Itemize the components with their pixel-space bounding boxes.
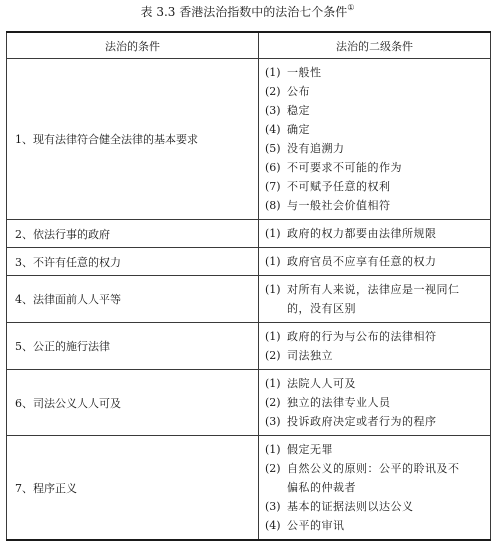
sub-condition-text bbox=[287, 497, 490, 516]
sub-condition-item bbox=[265, 139, 490, 158]
sub-condition-text-line: 对所有人来说，法律应是一视同仁 bbox=[287, 283, 460, 296]
sub-condition-text-line: 独立的法律专业人员 bbox=[287, 396, 391, 409]
condition-cell: 7、程序正义 bbox=[7, 436, 259, 541]
sub-condition-text bbox=[287, 139, 490, 158]
condition-cell: 6、司法公义人人可及 bbox=[7, 370, 259, 436]
sub-condition-text bbox=[287, 374, 490, 393]
sub-condition-item bbox=[265, 280, 490, 318]
sub-condition-item bbox=[265, 196, 490, 215]
table-row bbox=[7, 59, 491, 220]
table-row bbox=[7, 370, 491, 436]
table-header-row bbox=[7, 32, 491, 59]
sub-condition-number: (5) bbox=[265, 142, 281, 155]
sub-condition-item bbox=[265, 82, 490, 101]
sub-condition-number: (1) bbox=[265, 283, 281, 296]
sub-condition-text bbox=[287, 177, 490, 196]
sub-condition-item bbox=[265, 412, 490, 431]
sub-condition-text-line: 偏私的仲裁者 bbox=[287, 481, 356, 494]
sub-condition-text-line: 政府的权力都要由法律所规限 bbox=[287, 227, 437, 240]
sub-condition-text bbox=[287, 120, 490, 139]
sub-condition-text-line: 与一般社会价值相符 bbox=[287, 199, 391, 212]
sub-condition-item bbox=[265, 327, 490, 346]
sub-condition-text-line: 确定 bbox=[287, 123, 310, 136]
sub-condition-number: (2) bbox=[265, 396, 281, 409]
sub-condition-text bbox=[287, 327, 490, 346]
sub-condition-text-line: 公平的审讯 bbox=[287, 519, 345, 532]
caption-text: 表 3.3 香港法治指数中的法治七个条件 bbox=[140, 5, 348, 19]
sub-condition-text-line: 稳定 bbox=[287, 104, 310, 117]
sub-condition-text-line: 一般性 bbox=[287, 66, 322, 79]
sub-condition-text bbox=[287, 412, 490, 431]
sub-condition-number: (1) bbox=[265, 443, 281, 456]
sub-condition-text-line: 法院人人可及 bbox=[287, 377, 356, 390]
sub-condition-text-line: 自然公义的原则：公平的聆讯及不 bbox=[287, 462, 460, 475]
sub-condition-text-line: 不可要求不可能的作为 bbox=[287, 161, 402, 174]
sub-condition-cell bbox=[259, 220, 491, 248]
sub-condition-item bbox=[265, 393, 490, 412]
table-caption bbox=[0, 4, 495, 20]
sub-condition-text-line: 政府的行为与公布的法律相符 bbox=[287, 330, 437, 343]
sub-condition-text bbox=[287, 516, 490, 535]
sub-condition-number: (7) bbox=[265, 180, 281, 193]
sub-condition-item bbox=[265, 158, 490, 177]
sub-condition-text bbox=[287, 280, 490, 318]
condition-cell: 1、现有法律符合健全法律的基本要求 bbox=[7, 59, 259, 220]
sub-condition-cell bbox=[259, 436, 491, 541]
rule-of-law-table bbox=[6, 31, 491, 541]
sub-condition-text bbox=[287, 63, 490, 82]
sub-condition-number: (8) bbox=[265, 199, 281, 212]
sub-condition-text-line: 投诉政府决定或者行为的程序 bbox=[287, 415, 437, 428]
condition-cell: 4、法律面前人人平等 bbox=[7, 276, 259, 323]
sub-condition-item bbox=[265, 252, 490, 271]
sub-condition-item bbox=[265, 177, 490, 196]
table-row bbox=[7, 276, 491, 323]
sub-condition-item bbox=[265, 497, 490, 516]
sub-condition-number: (2) bbox=[265, 462, 281, 475]
sub-condition-text-line: 公布 bbox=[287, 85, 310, 98]
sub-condition-text bbox=[287, 101, 490, 120]
sub-condition-cell bbox=[259, 370, 491, 436]
sub-condition-number: (2) bbox=[265, 85, 281, 98]
sub-condition-cell bbox=[259, 276, 491, 323]
sub-condition-item bbox=[265, 374, 490, 393]
footnote-mark: ① bbox=[347, 3, 355, 12]
sub-condition-cell bbox=[259, 248, 491, 276]
sub-condition-text bbox=[287, 196, 490, 215]
sub-condition-text bbox=[287, 252, 490, 271]
sub-condition-item bbox=[265, 120, 490, 139]
sub-condition-number: (1) bbox=[265, 66, 281, 79]
sub-condition-number: (2) bbox=[265, 349, 281, 362]
sub-condition-cell bbox=[259, 323, 491, 370]
sub-condition-item bbox=[265, 516, 490, 535]
sub-condition-cell bbox=[259, 59, 491, 220]
table-row bbox=[7, 323, 491, 370]
condition-cell: 5、公正的施行法律 bbox=[7, 323, 259, 370]
sub-condition-item bbox=[265, 346, 490, 365]
sub-condition-text bbox=[287, 440, 490, 459]
sub-condition-text-line: 的，没有区别 bbox=[287, 302, 356, 315]
condition-cell: 3、不许有任意的权力 bbox=[7, 248, 259, 276]
header-sub-condition: 法治的二级条件 bbox=[259, 32, 491, 59]
sub-condition-item bbox=[265, 101, 490, 120]
sub-condition-item bbox=[265, 224, 490, 243]
sub-condition-number: (1) bbox=[265, 330, 281, 343]
sub-condition-text-line: 假定无罪 bbox=[287, 443, 333, 456]
header-condition: 法治的条件 bbox=[7, 32, 259, 59]
sub-condition-number: (4) bbox=[265, 123, 281, 136]
table-body bbox=[7, 59, 491, 541]
sub-condition-number: (1) bbox=[265, 227, 281, 240]
condition-cell: 2、依法行事的政府 bbox=[7, 220, 259, 248]
table-row bbox=[7, 436, 491, 541]
sub-condition-text bbox=[287, 224, 490, 243]
sub-condition-number: (1) bbox=[265, 377, 281, 390]
sub-condition-item bbox=[265, 63, 490, 82]
sub-condition-number: (3) bbox=[265, 500, 281, 513]
sub-condition-item bbox=[265, 459, 490, 497]
sub-condition-text bbox=[287, 459, 490, 497]
sub-condition-text bbox=[287, 346, 490, 365]
sub-condition-number: (6) bbox=[265, 161, 281, 174]
sub-condition-text-line: 没有追溯力 bbox=[287, 142, 345, 155]
sub-condition-text-line: 政府官员不应享有任意的权力 bbox=[287, 255, 437, 268]
sub-condition-number: (1) bbox=[265, 255, 281, 268]
sub-condition-text bbox=[287, 393, 490, 412]
sub-condition-text-line: 基本的证据法则以达公义 bbox=[287, 500, 414, 513]
table-row bbox=[7, 248, 491, 276]
table-row bbox=[7, 220, 491, 248]
sub-condition-text bbox=[287, 82, 490, 101]
sub-condition-number: (3) bbox=[265, 415, 281, 428]
sub-condition-text-line: 司法独立 bbox=[287, 349, 333, 362]
sub-condition-text-line: 不可赋予任意的权利 bbox=[287, 180, 391, 193]
sub-condition-text bbox=[287, 158, 490, 177]
sub-condition-item bbox=[265, 440, 490, 459]
sub-condition-number: (3) bbox=[265, 104, 281, 117]
sub-condition-number: (4) bbox=[265, 519, 281, 532]
